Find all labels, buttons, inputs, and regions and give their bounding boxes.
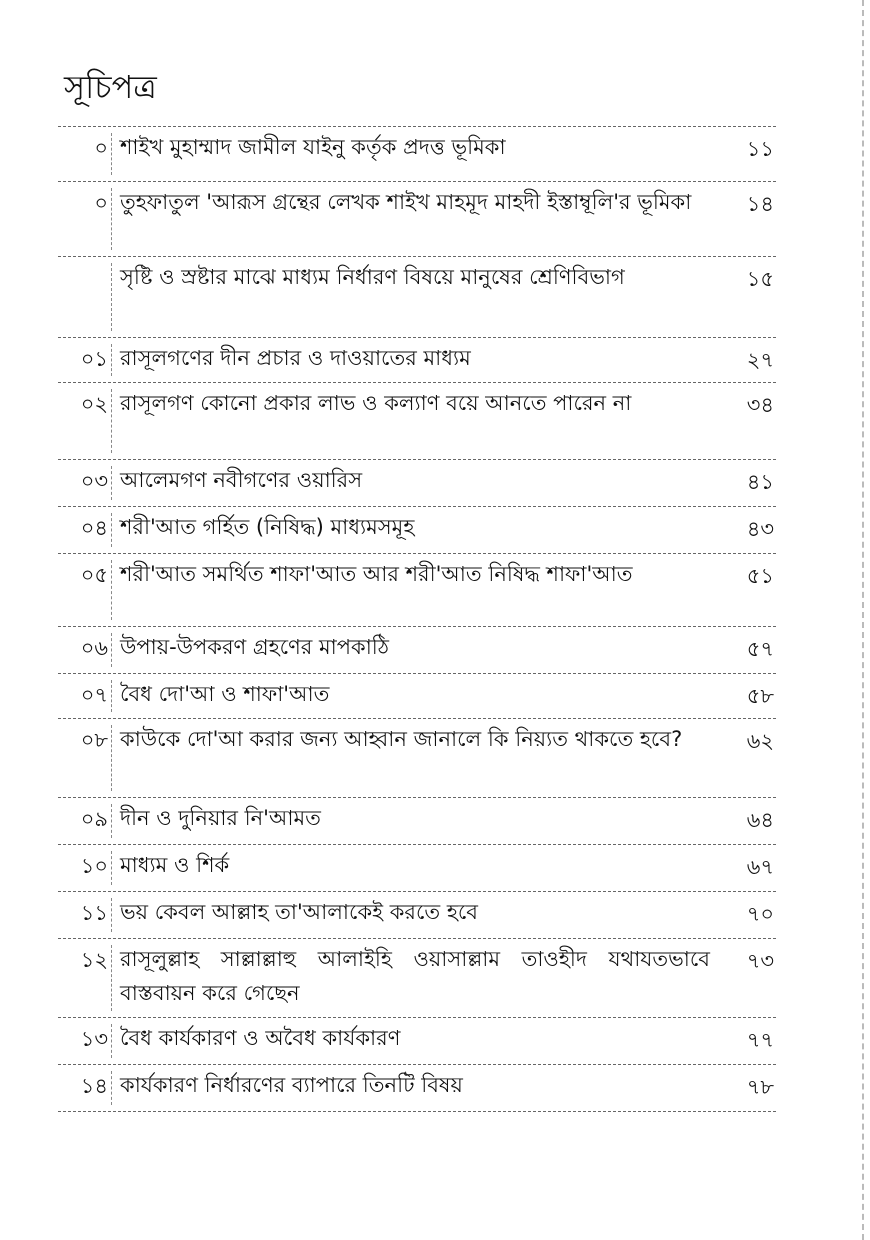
toc-entry bbox=[58, 553, 776, 626]
page-number: ৭৭ bbox=[746, 1028, 774, 1052]
page-number: ৭০ bbox=[746, 902, 774, 926]
chapter-title: রাসূলগণ কোনো প্রকার লাভ ও কল্যাণ বয়ে আনতে পারেন না bbox=[120, 391, 632, 415]
toc-entry bbox=[58, 1017, 776, 1064]
chapter-number: ০৫ bbox=[80, 563, 108, 587]
chapter-number: ০ bbox=[94, 191, 108, 215]
chapter-title: শাইখ মুহাম্মাদ জামীল যাইনু কর্তৃক প্রদত্ত ভূমিকা bbox=[120, 135, 506, 159]
chapter-number: ০৩ bbox=[80, 469, 108, 493]
chapter-number: ০ bbox=[94, 136, 108, 160]
column-divider bbox=[111, 725, 112, 791]
page-number: ৭৩ bbox=[746, 949, 774, 973]
chapter-number: ১১ bbox=[80, 901, 108, 925]
column-divider bbox=[111, 1024, 112, 1058]
toc-entry bbox=[58, 797, 776, 844]
chapter-title: শরী'আত সমর্থিত শাফা'আত আর শরী'আত নিষিদ্ধ শাফা'আত bbox=[120, 562, 633, 586]
chapter-title: কাউকে দো'আ করার জন্য আহ্বান জানালে কি নিয়্যত থাকতে হবে? bbox=[120, 727, 683, 751]
page-number: ৪৩ bbox=[746, 517, 774, 541]
column-divider bbox=[111, 680, 112, 712]
chapter-number: ১৪ bbox=[80, 1074, 108, 1098]
toc-entry bbox=[58, 337, 776, 382]
toc-entry bbox=[58, 459, 776, 506]
chapter-number: ০৮ bbox=[80, 728, 108, 752]
toc-entry bbox=[58, 938, 776, 1017]
column-divider bbox=[111, 389, 112, 453]
chapter-title: মাধ্যম ও শির্ক bbox=[120, 853, 230, 877]
chapter-title: তুহফাতুল 'আরূস গ্রন্থের লেখক শাইখ মাহমূদ মাহদী ইস্তাম্বূলি'র ভূমিকা bbox=[120, 190, 692, 214]
page-number: ৫৮ bbox=[746, 684, 774, 708]
column-divider bbox=[111, 513, 112, 547]
page-number: ৬২ bbox=[746, 729, 774, 753]
page-number: ৭৮ bbox=[746, 1075, 774, 1099]
page-number: ২৭ bbox=[746, 348, 774, 372]
chapter-title: শরী'আত গর্হিত (নিষিদ্ধ) মাধ্যমসমূহ bbox=[120, 515, 415, 539]
page-edge bbox=[862, 0, 864, 1240]
column-divider bbox=[111, 804, 112, 838]
page-number: ৬৪ bbox=[746, 808, 774, 832]
chapter-number: ১০ bbox=[80, 854, 108, 878]
column-divider bbox=[111, 133, 112, 175]
column-divider bbox=[111, 344, 112, 376]
column-divider bbox=[111, 945, 112, 1011]
chapter-number: ১৩ bbox=[80, 1027, 108, 1051]
page-number: ৫৭ bbox=[746, 637, 774, 661]
page-number: ৩৪ bbox=[746, 393, 774, 417]
toc-entry bbox=[58, 718, 776, 797]
chapter-number: ১২ bbox=[80, 948, 108, 972]
chapter-title: বৈধ কার্যকারণ ও অবৈধ কার্যকারণ bbox=[120, 1026, 401, 1050]
chapter-title: বৈধ দো'আ ও শাফা'আত bbox=[120, 682, 330, 706]
page-number: ৪১ bbox=[746, 470, 774, 494]
column-divider bbox=[111, 263, 112, 331]
chapter-number: ০৬ bbox=[80, 636, 108, 660]
page-title: সূচিপত্র bbox=[64, 68, 157, 106]
page-number: ১৫ bbox=[746, 267, 774, 291]
toc-entry bbox=[58, 626, 776, 673]
page-number: ১৪ bbox=[746, 192, 774, 216]
toc-entry bbox=[58, 256, 776, 337]
chapter-title: কার্যকারণ নির্ধারণের ব্যাপারে তিনটি বিষয় bbox=[120, 1073, 463, 1097]
column-divider bbox=[111, 633, 112, 667]
page-number: ৫১ bbox=[746, 564, 774, 588]
chapter-title: আলেমগণ নবীগণের ওয়ারিস bbox=[120, 468, 363, 492]
table-of-contents bbox=[58, 126, 776, 1112]
page-number: ১১ bbox=[746, 137, 774, 161]
toc-entry bbox=[58, 506, 776, 553]
chapter-title: রাসূলুল্লাহ সাল্লাল্লাহু আলাইহি ওয়াসাল্লাম তাওহীদ যথাযতভাবে বাস্তবায়ন করে গেছেন bbox=[120, 947, 710, 1005]
column-divider bbox=[111, 898, 112, 932]
page-number: ৬৭ bbox=[746, 855, 774, 879]
toc-entry bbox=[58, 673, 776, 718]
chapter-title: সৃষ্টি ও স্রষ্টার মাঝে মাধ্যম নির্ধারণ বিষয়ে মানুষের শ্রেণিবিভাগ bbox=[120, 265, 625, 289]
column-divider bbox=[111, 1071, 112, 1105]
column-divider bbox=[111, 851, 112, 885]
chapter-title: দীন ও দুনিয়ার নি'আমত bbox=[120, 806, 321, 830]
chapter-number: ০৪ bbox=[80, 516, 108, 540]
chapter-number: ০২ bbox=[80, 392, 108, 416]
chapter-number: ০৯ bbox=[80, 807, 108, 831]
toc-entry bbox=[58, 1064, 776, 1112]
chapter-title: রাসূলগণের দীন প্রচার ও দাওয়াতের মাধ্যম bbox=[120, 346, 471, 370]
chapter-title: উপায়-উপকরণ গ্রহণের মাপকাঠি bbox=[120, 635, 390, 659]
toc-entry bbox=[58, 181, 776, 256]
column-divider bbox=[111, 560, 112, 620]
toc-entry bbox=[58, 126, 776, 181]
column-divider bbox=[111, 466, 112, 500]
toc-entry bbox=[58, 891, 776, 938]
chapter-title: ভয় কেবল আল্লাহ তা'আলাকেই করতে হবে bbox=[120, 900, 479, 924]
chapter-number: ০৭ bbox=[80, 683, 108, 707]
toc-entry bbox=[58, 382, 776, 459]
column-divider bbox=[111, 188, 112, 250]
chapter-number: ০১ bbox=[80, 347, 108, 371]
toc-entry bbox=[58, 844, 776, 891]
